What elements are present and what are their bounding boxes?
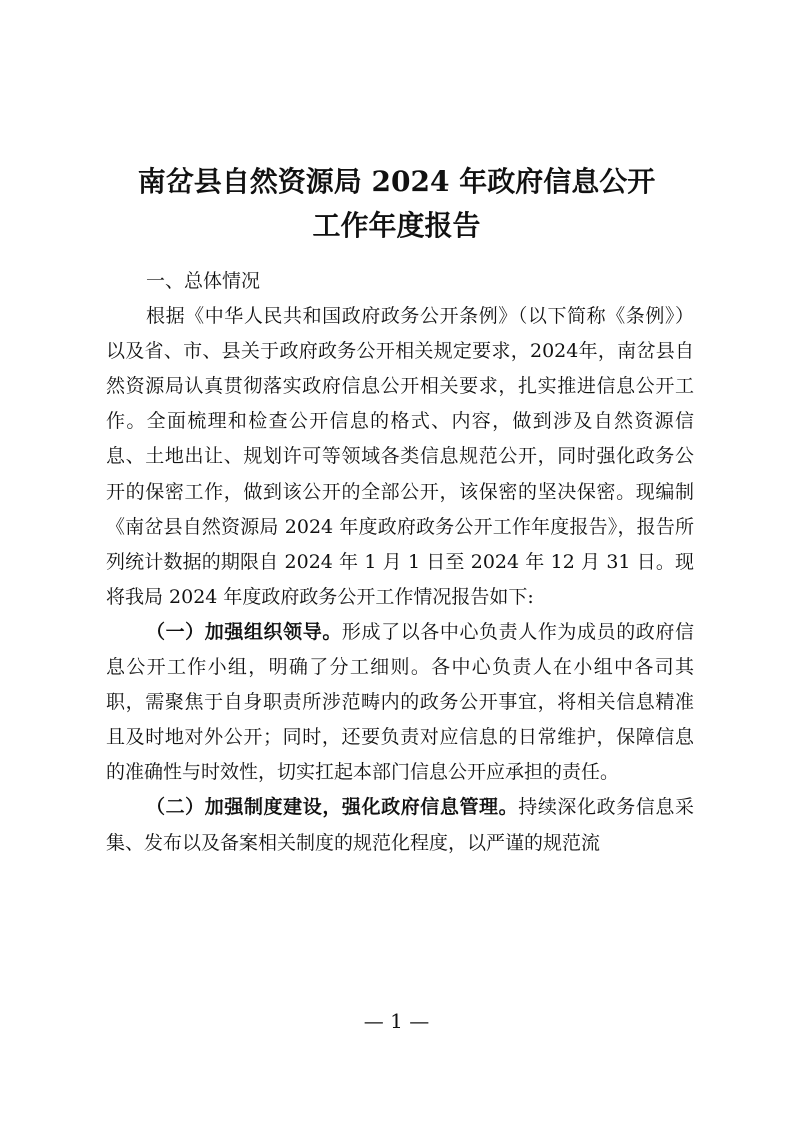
item-2-lead: （二）加强制度建设，强化政府信息管理。 <box>146 796 519 819</box>
item-1-text: 形成了以各中心负责人作为成员的政府信息公开工作小组，明确了分工细则。各中心负责人在小组中各司其职，需聚焦于自身职责所涉范畴内的政务公开事宜，将相关信息精准且及时地对外公开；同时，还要负责对应信息的日常维护，保障信息的准确性与时效性，切实扛起本部门信息公开应承担的责任。 <box>106 620 694 784</box>
document-body <box>106 264 694 861</box>
item-2-text: 持续深化政务信息采集、发布以及备案相关制度的规范化程度，以严谨的规范流 <box>106 796 694 854</box>
title-line-1: 南岔县自然资源局 2024 年政府信息公开 <box>137 165 656 198</box>
section-heading: 一、总体情况 <box>146 270 261 292</box>
item-1-lead: （一）加强组织领导。 <box>146 620 342 643</box>
document-title <box>100 160 693 248</box>
item-1-paragraph <box>106 615 694 790</box>
intro-paragraph: 根据《中华人民共和国政府政务公开条例》（以下简称《条例》）以及省、市、县关于政府政务公开相关规定要求，2024年，南岔县自然资源局认真贯彻落实政府信息公开相关要求，扎实推进信息公开工作。全面梳理和检查公开信息的格式、内容，做到涉及自然资源信息、土地出让、规划许可等领域各类信息规范公开，同时强化政务公开的保密工作，做到该公开的全部公开，该保密的坚决保密。现编制《南岔县自然资源局 2024 年度政府政务公开工作年度报告》，报告所列统计数据的期限自 2024 年 1 月 1 日至 2024 年 12 月 31 日。现将我局 2024 年度政府政务公开工作情况报告如下: <box>106 305 694 608</box>
item-2-paragraph <box>106 790 694 860</box>
page-number: — 1 — <box>363 1009 430 1033</box>
title-line-2: 工作年度报告 <box>312 209 481 242</box>
